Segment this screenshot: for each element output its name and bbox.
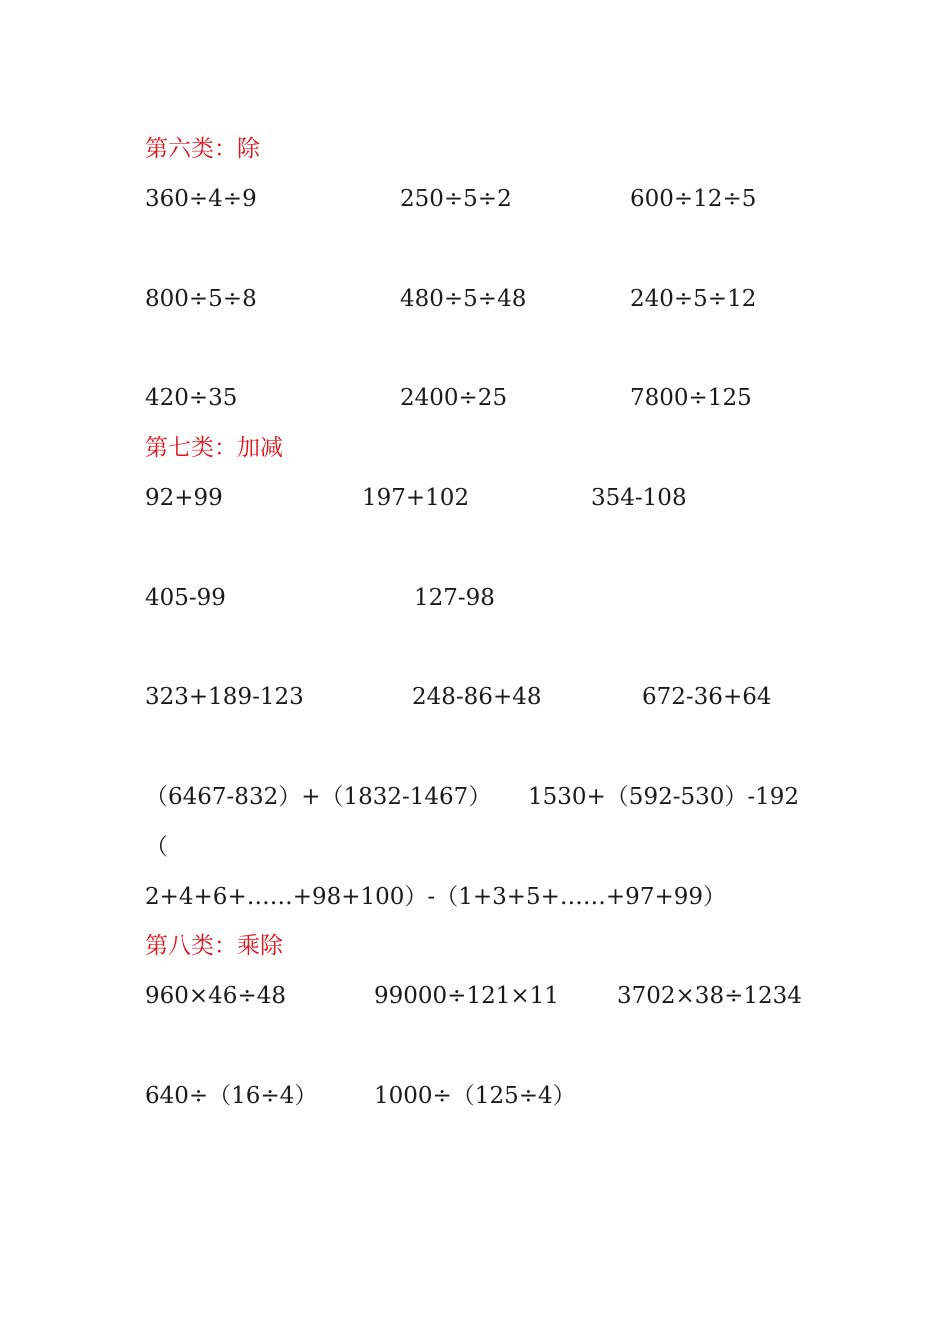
problem: 405-99 (145, 585, 226, 611)
problem: 250÷5÷2 (400, 186, 512, 212)
problem: 420÷35 (145, 385, 238, 411)
problem: 640÷（16÷4） (145, 1083, 318, 1109)
problem: 197+102 (362, 485, 470, 511)
problem: 1530+（592-530）-192 (528, 784, 800, 810)
problem: 2+4+6+……+98+100）-（1+3+5+……+97+99） (145, 884, 726, 910)
problem: 672-36+64 (642, 684, 772, 710)
problem: 3702×38÷1234 (617, 983, 802, 1009)
problem: 92+99 (145, 485, 223, 511)
problem: 360÷4÷9 (145, 186, 257, 212)
problem: 248-86+48 (412, 684, 542, 710)
problem: （6467-832）+（1832-1467） (145, 784, 492, 810)
section-heading-multiply-divide: 第八类：乘除 (145, 933, 283, 959)
problem: 480÷5÷48 (400, 286, 527, 312)
problem: 354-108 (591, 485, 687, 511)
problem: 7800÷125 (630, 385, 752, 411)
problem: 99000÷121×11 (374, 983, 559, 1009)
problem: 2400÷25 (400, 385, 508, 411)
problem: 127-98 (414, 585, 495, 611)
problem: 600÷12÷5 (630, 186, 757, 212)
problem: 960×46÷48 (145, 983, 286, 1009)
problem: 323+189-123 (145, 684, 304, 710)
problem: 800÷5÷8 (145, 286, 257, 312)
problem-open-paren: （ (145, 834, 168, 860)
problem: 1000÷（125÷4） (374, 1083, 576, 1109)
problem: 240÷5÷12 (630, 286, 757, 312)
section-heading-division: 第六类：除 (145, 136, 260, 162)
section-heading-add-subtract: 第七类：加减 (145, 435, 283, 461)
